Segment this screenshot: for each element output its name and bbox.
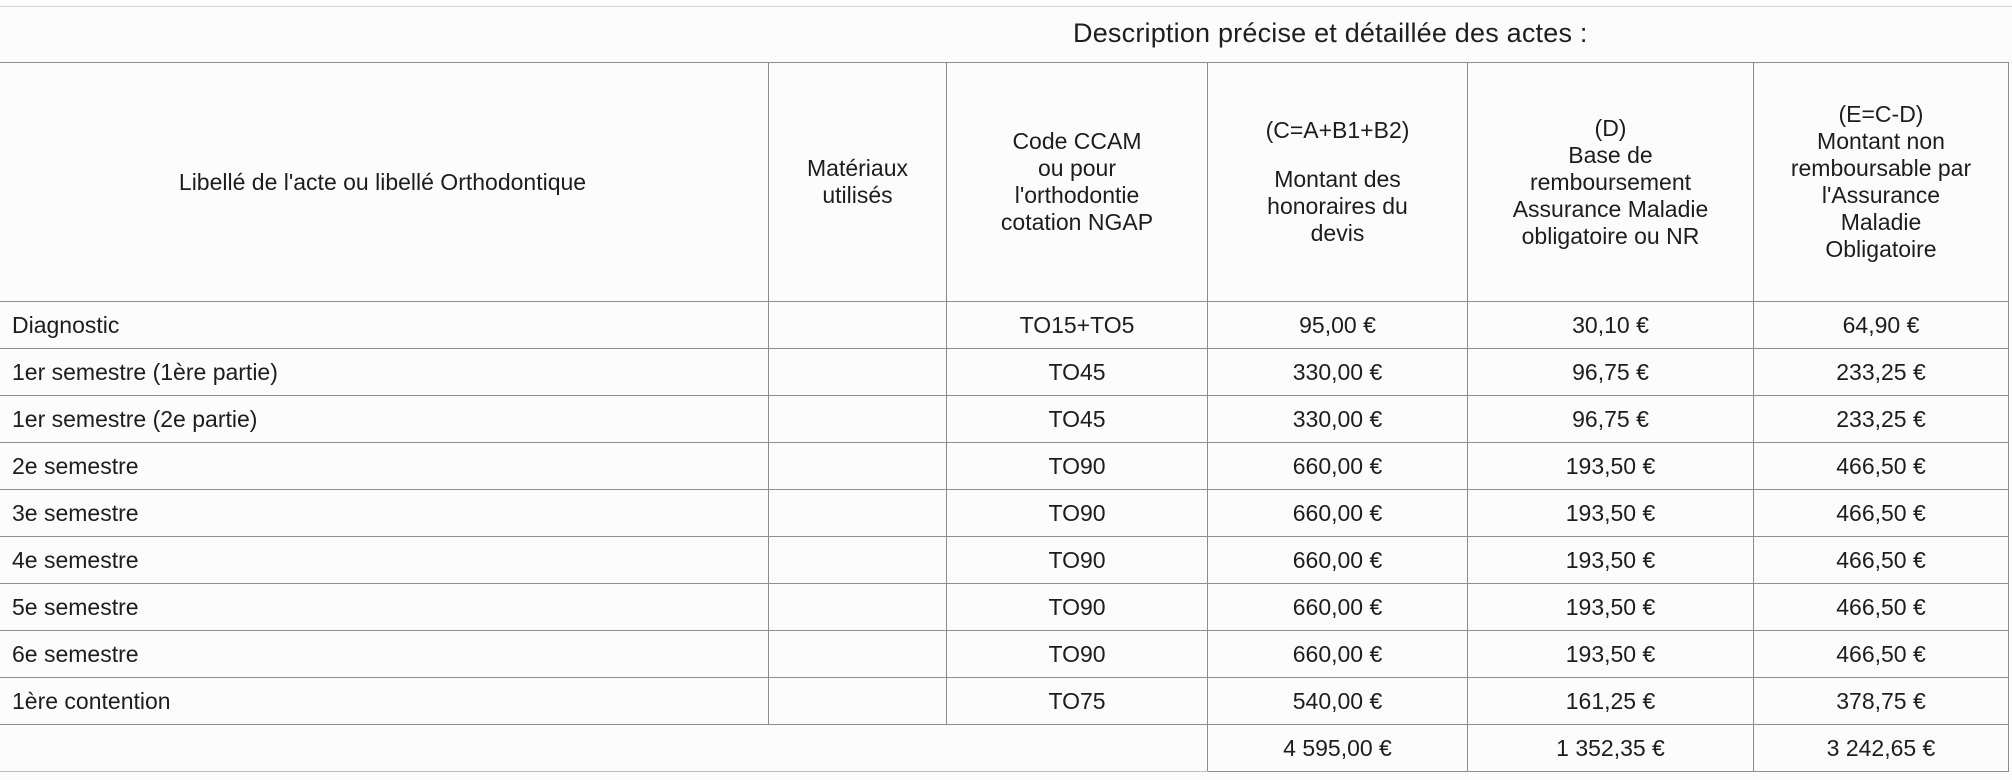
cell-code: TO90 <box>947 490 1208 537</box>
cell-base: 161,25 € <box>1468 678 1754 725</box>
cell-nonremb: 466,50 € <box>1754 537 2009 584</box>
cell-libelle: 4e semestre <box>0 537 769 584</box>
header-materiaux: Matériaux utilisés <box>769 63 947 302</box>
cell-code: TO90 <box>947 537 1208 584</box>
table-row <box>0 490 2009 537</box>
top-rule <box>0 6 2012 7</box>
total-montant: 4 595,00 € <box>1208 725 1468 772</box>
cell-libelle: 5e semestre <box>0 584 769 631</box>
header-code: Code CCAM ou pour l'orthodontie cotation NGAP <box>947 63 1208 302</box>
total-base: 1 352,35 € <box>1468 725 1754 772</box>
cell-libelle: 1er semestre (2e partie) <box>0 396 769 443</box>
cell-nonremb: 64,90 € <box>1754 302 2009 349</box>
table-row <box>0 584 2009 631</box>
cell-nonremb: 466,50 € <box>1754 631 2009 678</box>
header-base <box>1468 63 1754 302</box>
cell-code: TO45 <box>947 349 1208 396</box>
table-row <box>0 349 2009 396</box>
cell-base: 30,10 € <box>1468 302 1754 349</box>
cell-montant: 660,00 € <box>1208 631 1468 678</box>
cell-base: 193,50 € <box>1468 584 1754 631</box>
cell-libelle: 1er semestre (1ère partie) <box>0 349 769 396</box>
table-row <box>0 678 2009 725</box>
acts-table <box>0 62 2009 772</box>
section-title: Description précise et détaillée des actes : <box>1073 18 1588 48</box>
cell-materiaux <box>769 537 947 584</box>
cell-montant: 540,00 € <box>1208 678 1468 725</box>
cell-materiaux <box>769 584 947 631</box>
header-nonremb-formula: (E=C-D) <box>1838 101 1924 127</box>
cell-base: 96,75 € <box>1468 396 1754 443</box>
table-row <box>0 302 2009 349</box>
cell-montant: 95,00 € <box>1208 302 1468 349</box>
total-row <box>0 725 2009 772</box>
cell-code: TO15+TO5 <box>947 302 1208 349</box>
table-row <box>0 396 2009 443</box>
cell-base: 193,50 € <box>1468 537 1754 584</box>
cell-code: TO90 <box>947 443 1208 490</box>
cell-libelle: Diagnostic <box>0 302 769 349</box>
total-nonremb: 3 242,65 € <box>1754 725 2009 772</box>
cell-materiaux <box>769 490 947 537</box>
cell-nonremb: 233,25 € <box>1754 396 2009 443</box>
cell-montant: 330,00 € <box>1208 349 1468 396</box>
cell-code: TO45 <box>947 396 1208 443</box>
header-montant-label: Montant des honoraires du devis <box>1267 166 1408 246</box>
cell-nonremb: 466,50 € <box>1754 443 2009 490</box>
cell-base: 193,50 € <box>1468 490 1754 537</box>
cell-materiaux <box>769 678 947 725</box>
cell-base: 193,50 € <box>1468 443 1754 490</box>
header-nonremb-label: Montant non remboursable par l'Assurance Maladie Obligatoire <box>1790 128 1972 262</box>
table-row <box>0 631 2009 678</box>
header-nonremb <box>1754 63 2009 302</box>
cell-nonremb: 378,75 € <box>1754 678 2009 725</box>
cell-materiaux <box>769 443 947 490</box>
cell-materiaux <box>769 396 947 443</box>
cell-code: TO90 <box>947 584 1208 631</box>
header-base-label: Base de remboursement Assurance Maladie obligatoire ou NR <box>1512 141 1709 249</box>
header-row <box>0 63 2009 302</box>
cell-code: TO75 <box>947 678 1208 725</box>
cell-code: TO90 <box>947 631 1208 678</box>
cell-montant: 330,00 € <box>1208 396 1468 443</box>
table-row <box>0 537 2009 584</box>
cell-materiaux <box>769 302 947 349</box>
cell-montant: 660,00 € <box>1208 490 1468 537</box>
cell-libelle: 1ère contention <box>0 678 769 725</box>
cell-montant: 660,00 € <box>1208 584 1468 631</box>
cell-materiaux <box>769 349 947 396</box>
cell-base: 96,75 € <box>1468 349 1754 396</box>
cell-libelle: 6e semestre <box>0 631 769 678</box>
header-libelle: Libellé de l'acte ou libellé Orthodontique <box>0 63 769 302</box>
cell-libelle: 2e semestre <box>0 443 769 490</box>
cell-nonremb: 466,50 € <box>1754 490 2009 537</box>
header-montant <box>1208 63 1468 302</box>
cell-nonremb: 466,50 € <box>1754 584 2009 631</box>
header-base-formula: (D) <box>1594 114 1627 141</box>
total-blank <box>0 725 1208 772</box>
cell-montant: 660,00 € <box>1208 443 1468 490</box>
table-row <box>0 443 2009 490</box>
cell-montant: 660,00 € <box>1208 537 1468 584</box>
cell-base: 193,50 € <box>1468 631 1754 678</box>
header-montant-formula: (C=A+B1+B2) <box>1265 117 1410 143</box>
cell-nonremb: 233,25 € <box>1754 349 2009 396</box>
cell-materiaux <box>769 631 947 678</box>
cell-libelle: 3e semestre <box>0 490 769 537</box>
